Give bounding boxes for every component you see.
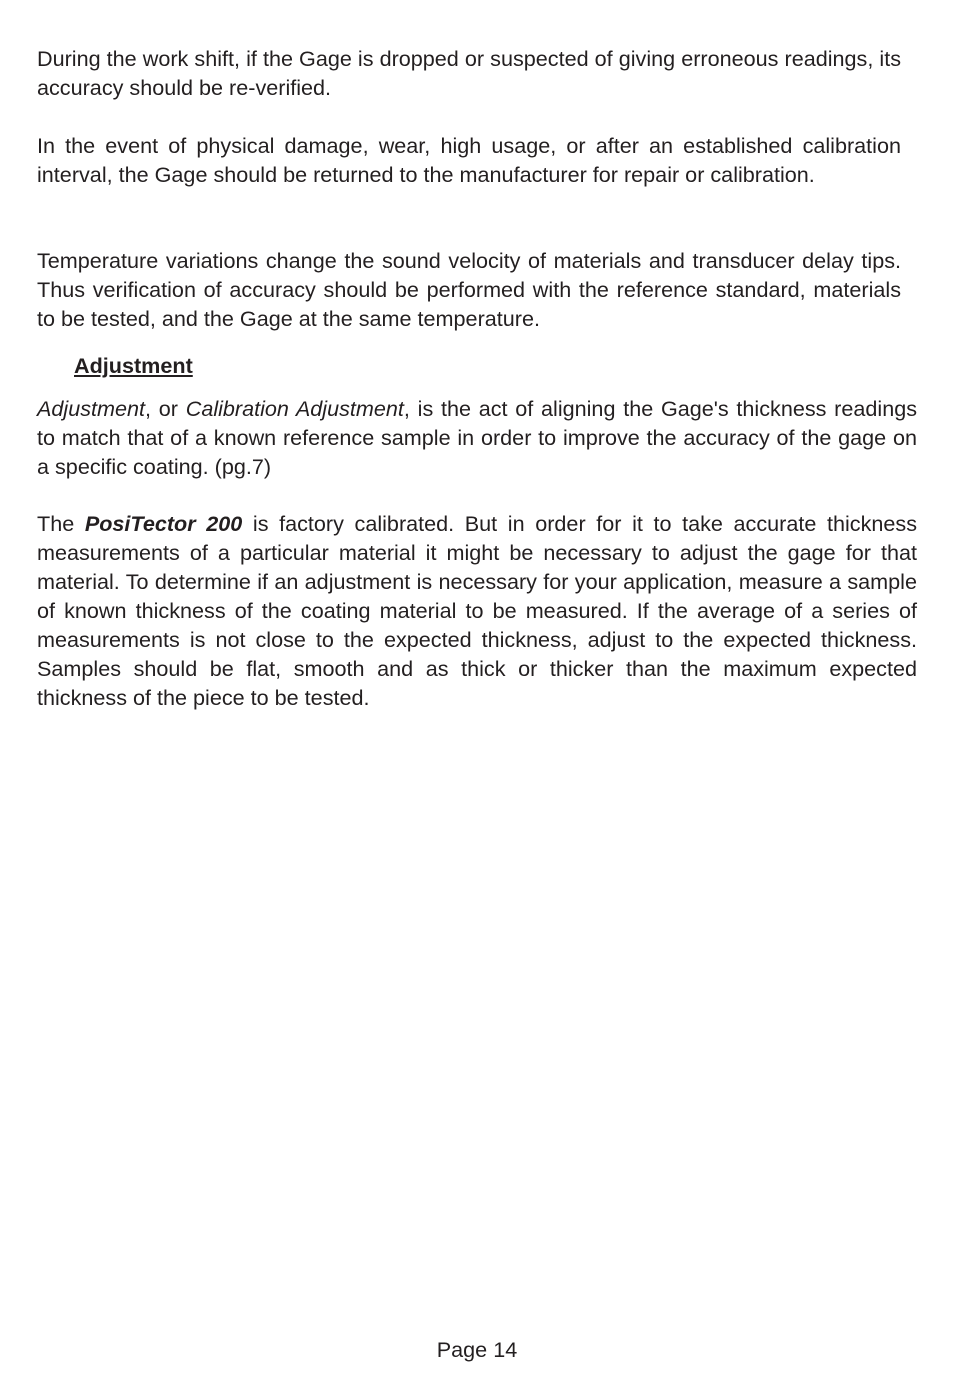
paragraph-adjustment-definition bbox=[37, 394, 917, 481]
text-separator: , or bbox=[145, 396, 186, 421]
section-heading-adjustment: Adjustment bbox=[74, 353, 193, 378]
text-factory-rest: is factory calibrated. But in order for it to take accurate thickness measurements of a particular material it might be necessary to adjust the gage for that material. To determine if an adjustment is necessary for your application, measure a sample of known thickness of the coating material to be measured. If the average of a series of measurements is not close to the expected thickness, adjust to the expected thickness. Samples should be flat, smooth and as thick or thicker than the maximum expected thickness of the piece to be tested. bbox=[37, 511, 917, 710]
text-definition-rest: , is the act of aligning the Gage's thickness readings to match that of a known reference sample in order to improve the accuracy of the gage on a specific coating. (pg.7) bbox=[37, 396, 918, 479]
product-name: PosiTector 200 bbox=[84, 511, 243, 536]
term-calibration-adjustment: Calibration Adjustment bbox=[185, 396, 404, 421]
paragraph-factory-calibrated bbox=[37, 509, 917, 712]
paragraph-gage-dropped: During the work shift, if the Gage is dropped or suspected of giving erroneous readings, its accuracy should be re-verified. bbox=[37, 46, 901, 100]
term-adjustment: Adjustment bbox=[37, 396, 146, 421]
paragraph-physical-damage: In the event of physical damage, wear, high usage, or after an established calibration interval, the Gage should be returned to the manufacturer for repair or calibration. bbox=[37, 133, 901, 187]
paragraph-temperature-variations: Temperature variations change the sound velocity of materials and transducer delay tips. Thus verification of accuracy should be performed with the reference standard, materials to be tested, and the Gage at the same temperature. bbox=[37, 248, 901, 331]
page-number: Page 14 bbox=[436, 1337, 518, 1362]
text-lead: The bbox=[37, 511, 85, 536]
